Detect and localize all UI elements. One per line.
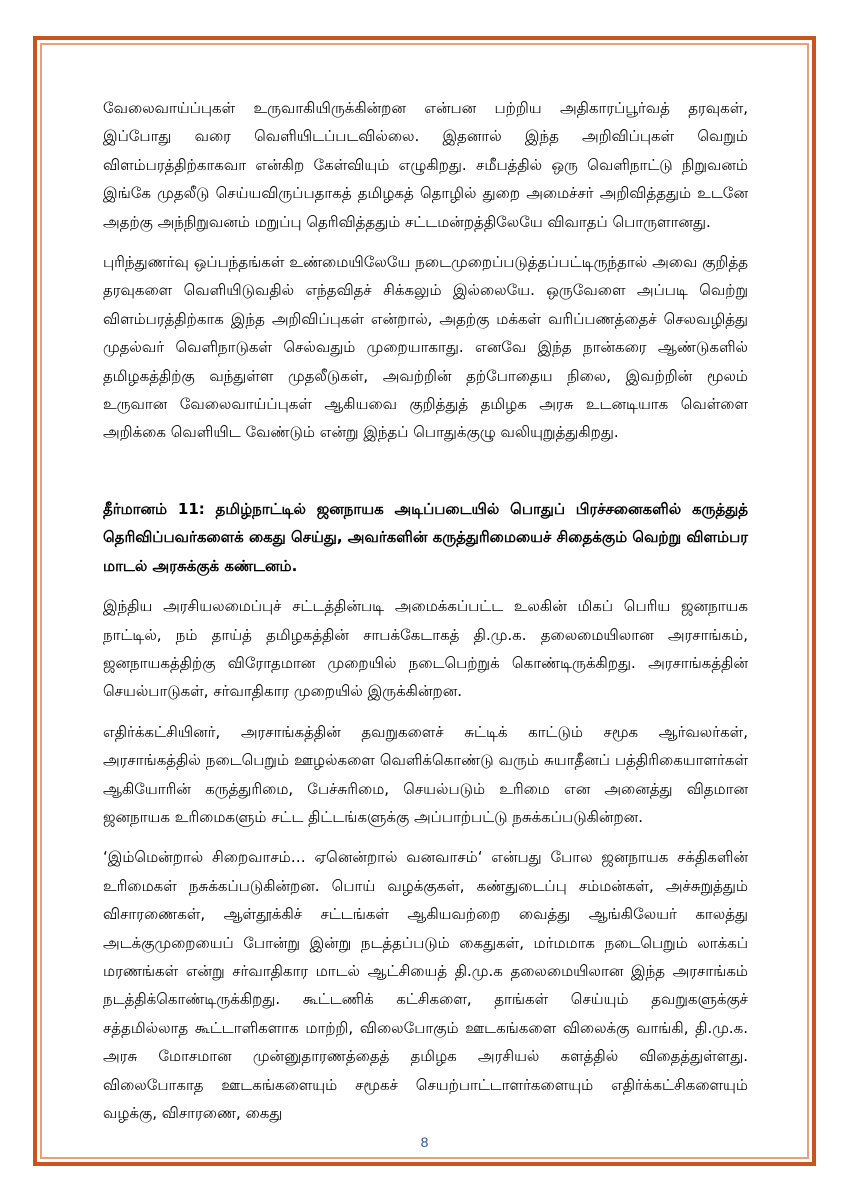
paragraph-constitution: இந்திய அரசியலமைப்புச் சட்டத்தின்படி அமைக்கப்பட்ட உலகின் மிகப் பெரிய ஜனநாயக நாட்டில், நம் தாய்த் தமிழகத்தின் சாபக்கேடாகத் தி.மு.க. தலைமையிலான அரசாங்கம், ஜனநாயகத்திற்கு விரோதமான முறையில் நடைபெற்றுக் கொண்டிருக்கிறது. அரசாங்கத்தின் செயல்பாடுகள், சர்வாதிகார முறையில் இருக்கின்றன.	[103, 597, 748, 701]
paragraph-opposition-rights: எதிர்க்கட்சியினர், அரசாங்கத்தின் தவறுகளைச் சுட்டிக் காட்டும் சமூக ஆர்வலர்கள், அரசாங்கத்தில் நடைபெறும் ஊழல்களை வெளிக்கொண்டு வரும் சுயாதீனப் பத்திரிகையாளர்கள் ஆகியோரின் கருத்துரிமை, பேச்சுரிமை, செயல்படும் உரிமை என அனைத்து விதமான ஜனநாயக உரிமைகளும் சட்ட திட்டங்களுக்கு அப்பாற்பட்டு நசுக்கப்படுகின்றன.	[103, 722, 748, 826]
paragraph-white-paper-demand: புரிந்துணர்வு ஒப்பந்தங்கள் உண்மையிலேயே நடைமுறைப்படுத்தப்பட்டிருந்தால் அவை குறித்த தரவுகளை வெளியிடுவதில் எந்தவிதச் சிக்கலும் இல்லையே. ஒருவேளை அப்படி வெற்று விளம்பரத்திற்காக இந்த அறிவிப்புகள் என்றால், அதற்கு மக்கள் வரிப்பணத்தைச் செலவழித்து முதல்வர் வெளிநாடுகள் செல்வதும் முறையாகாது. எனவே இந்த நான்கரை ஆண்டுகளில் தமிழகத்திற்கு வந்துள்ள முதலீடுகள், அவற்றின் தற்போதைய நிலை, இவற்றின் மூலம் உருவான வேலைவாய்ப்புகள் ஆகியவை குறித்துத் தமிழக அரசு உடனடியாக வெள்ளை அறிக்கை வெளியிட வேண்டும் என்று இந்தப் பொதுக்குழு வலியுறுத்துகிறது.	[103, 253, 748, 442]
paragraph-investment-data: வேலைவாய்ப்புகள் உருவாகியிருக்கின்றன என்பன பற்றிய அதிகாரப்பூர்வத் தரவுகள், இப்போது வரை வெளியிடப்படவில்லை. இதனால் இந்த அறிவிப்புகள் வெறும் விளம்பரத்திற்காகவா என்கிற கேள்வியும் எழுகிறது. சமீபத்தில் ஒரு வெளிநாட்டு நிறுவனம் இங்கே முதலீடு செய்யவிருப்பதாகத் தமிழகத் தொழில் துறை அமைச்சர் அறிவித்ததும் உடனே அதற்கு அந்நிறுவனம் மறுப்பு தெரிவித்ததும் சட்டமன்றத்திலேயே விவாதப் பொருளானது.	[103, 99, 748, 231]
resolution-heading: தீர்மானம் 11: தமிழ்நாட்டில் ஜனநாயக அடிப்படையில் பொதுப் பிரச்சனைகளில் கருத்துத் தெரிவிப்பவர்களைக் கைது செய்து, அவர்களின் கருத்துரிமையைச் சிதைக்கும் வெற்று விளம்பர மாடல் அரசுக்குக் கண்டனம்.	[103, 499, 748, 575]
paragraph-authoritarian-model: ‘இம்மென்றால் சிறைவாசம்… ஏனென்றால் வனவாசம்‘ என்பது போல ஜனநாயக சக்திகளின் உரிமைகள் நசுக்கப்படுகின்றன. பொய் வழக்குகள், கண்துடைப்பு சம்மன்கள், அச்சுறுத்தும் விசாரணைகள், ஆள்தூக்கிச் சட்டங்கள் ஆகியவற்றை வைத்து ஆங்கிலேயர் காலத்து அடக்குமுறையைப் போன்று இன்று நடத்தப்படும் கைதுகள், மர்மமாக நடைபெறும் லாக்கப் மரணங்கள் என்று சர்வாதிகார மாடல் ஆட்சியைத் தி.மு.க தலைமையிலான இந்த அரசாங்கம் நடத்திக்கொண்டிருக்கிறது. கூட்டணிக் கட்சிகளை, தாங்கள் செய்யும் தவறுகளுக்குச் சத்தமில்லாத கூட்டாளிகளாக மாற்றி, விலைபோகும் ஊடகங்களை விலைக்கு வாங்கி, தி.மு.க. அரசு மோசமான முன்னுதாரணத்தைத் தமிழக அரசியல் களத்தில் விதைத்துள்ளது. விலைபோகாத ஊடகங்களையும் சமூகச் செயற்பாட்டாளர்களையும் எதிர்க்கட்சிகளையும் வழக்கு, விசாரணை, கைது	[103, 848, 748, 1122]
page-number: 8	[420, 1134, 429, 1150]
page-body	[103, 94, 748, 1127]
